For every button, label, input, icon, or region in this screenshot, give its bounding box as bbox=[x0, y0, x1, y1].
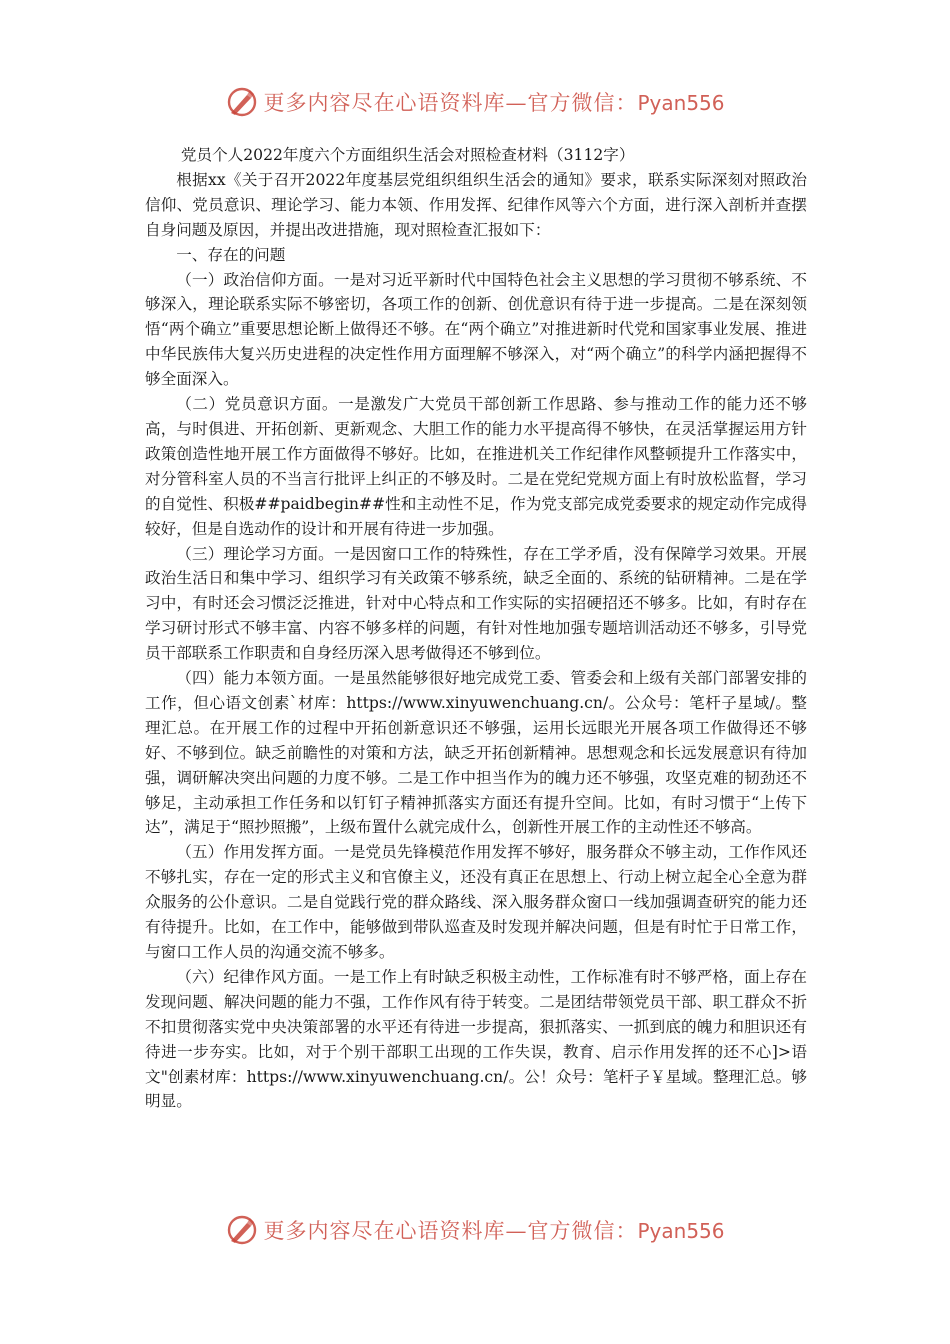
document-body bbox=[145, 143, 807, 1114]
document-title: 党员个人2022年度六个方面组织生活会对照检查材料（3112字） bbox=[180, 146, 635, 164]
paragraph-discipline: （六）纪律作风方面。一是工作上有时缺乏积极主动性，工作标准有时不够严格，面上存在发现问题、解决问题的能力不强，工作作风有待于转变。二是团结带领党员干部、职工群众不折不扣贯彻落实党中央决策部署的水平还有待进一步提高，狠抓落实、一抓到底的魄力和胆识还有待进一步夯实。比如，对于个别干部职工出现的工作失误，教育、启示作用发挥的还不心]>语文"创素材库：https://www.xinyuwenchuang.cn/。公！众号：笔杆子￥星域。整理汇总。够明显。 bbox=[145, 967, 807, 1111]
wechat-id: Pyan556 bbox=[637, 1219, 725, 1243]
watermark-banner-bottom bbox=[0, 1208, 950, 1252]
paragraph-political-belief: （一）政治信仰方面。一是对习近平新时代中国特色社会主义思想的学习贯彻不够系统、不够深入，理论联系实际不够密切，各项工作的创新、创优意识有待于进一步提高。二是在深刻领悟“两个确立”重要思想论断上做得还不够。在“两个确立”对推进新时代党和国家事业发展、推进中华民族伟大复兴历史进程的决定性作用方面理解不够深入，对“两个确立”的科学内涵把握得不够全面深入。 bbox=[145, 270, 807, 389]
pen-circle-logo-icon bbox=[225, 1213, 259, 1247]
watermark-text: 更多内容尽在心语资料库—官方微信：Pyan556 bbox=[263, 91, 725, 115]
wechat-id: Pyan556 bbox=[637, 91, 725, 115]
paragraph-theory-study: （三）理论学习方面。一是因窗口工作的特殊性，存在工学矛盾，没有保障学习效果。开展政治生活日和集中学习、组织学习有关政策不够系统，缺乏全面的、系统的钻研精神。二是在学习中，有时还会习惯泛泛推进，针对中心特点和工作实际的实招硬招还不够多。比如，有时存在学习研讨形式不够丰富、内容不够多样的问题，有针对性地加强专题培训活动还不够多，引导党员干部联系工作职责和自身经历深入思考做得还不够到位。 bbox=[145, 544, 807, 663]
paragraph-role: （五）作用发挥方面。一是党员先锋模范作用发挥不够好，服务群众不够主动，工作作风还不够扎实，存在一定的形式主义和官僚主义，还没有真正在思想上、行动上树立起全心全意为群众服务的公仆意识。二是自觉践行党的群众路线、深入服务群众窗口一线加强调查研究的能力还有待提升。比如，在工作中，能够做到带队巡查及时发现并解决问题，但是有时忙于日常工作，与窗口工作人员的沟通交流不够多。 bbox=[145, 843, 807, 961]
intro-paragraph: 根据xx《关于召开2022年度基层党组织组织生活会的通知》要求，联系实际深刻对照政治信仰、党员意识、理论学习、能力本领、作用发挥、纪律作风等六个方面，进行深入剖析并查摆自身问题及原因，并提出改进措施，现对照检查汇报如下： bbox=[145, 170, 807, 239]
watermark-text: 更多内容尽在心语资料库—官方微信：Pyan556 bbox=[263, 1219, 725, 1243]
watermark-banner-top bbox=[0, 80, 950, 124]
pen-circle-logo-icon bbox=[225, 85, 259, 119]
section-heading: 一、存在的问题 bbox=[176, 245, 286, 264]
paragraph-party-awareness: （二）党员意识方面。一是激发广大党员干部创新工作思路、参与推动工作的能力还不够高，与时俱进、开拓创新、更新观念、大胆工作的能力水平提高得不够快，在灵活掌握运用方针政策创造性地开展工作方面做得不够好。比如，在推进机关工作纪律作风整顿提升工作落实中，对分管科室人员的不当言行批评上纠正的不够及时。二是在党纪党规方面上有时放松监督，学习的自觉性、积极##paidbegin##性和主动性不足，作为党支部完成党委要求的规定动作完成得较好，但是自选动作的设计和开展有待进一步加强。 bbox=[145, 395, 807, 538]
paragraph-ability: （四）能力本领方面。一是虽然能够很好地完成党工委、管委会和上级有关部门部署安排的工作，但心语文创素`材库：https://www.xinyuwenchuang.cn/。公众号：笔杆子星域/。整理汇总。在开展工作的过程中开拓创新意识还不够强，运用长远眼光开展各项工作做得还不够好、不够到位。缺乏前瞻性的对策和方法，缺乏开拓创新精神。思想观念和长远发展意识有待加强，调研解决突出问题的力度不够。二是工作中担当作为的魄力还不够强，攻坚克难的韧劲还不够足，主动承担工作任务和以钉钉子精神抓落实方面还有提升空间。比如，有时习惯于“上传下达”，满足于“照抄照搬”，上级布置什么就完成什么，创新性开展工作的主动性还不够高。 bbox=[145, 669, 807, 837]
